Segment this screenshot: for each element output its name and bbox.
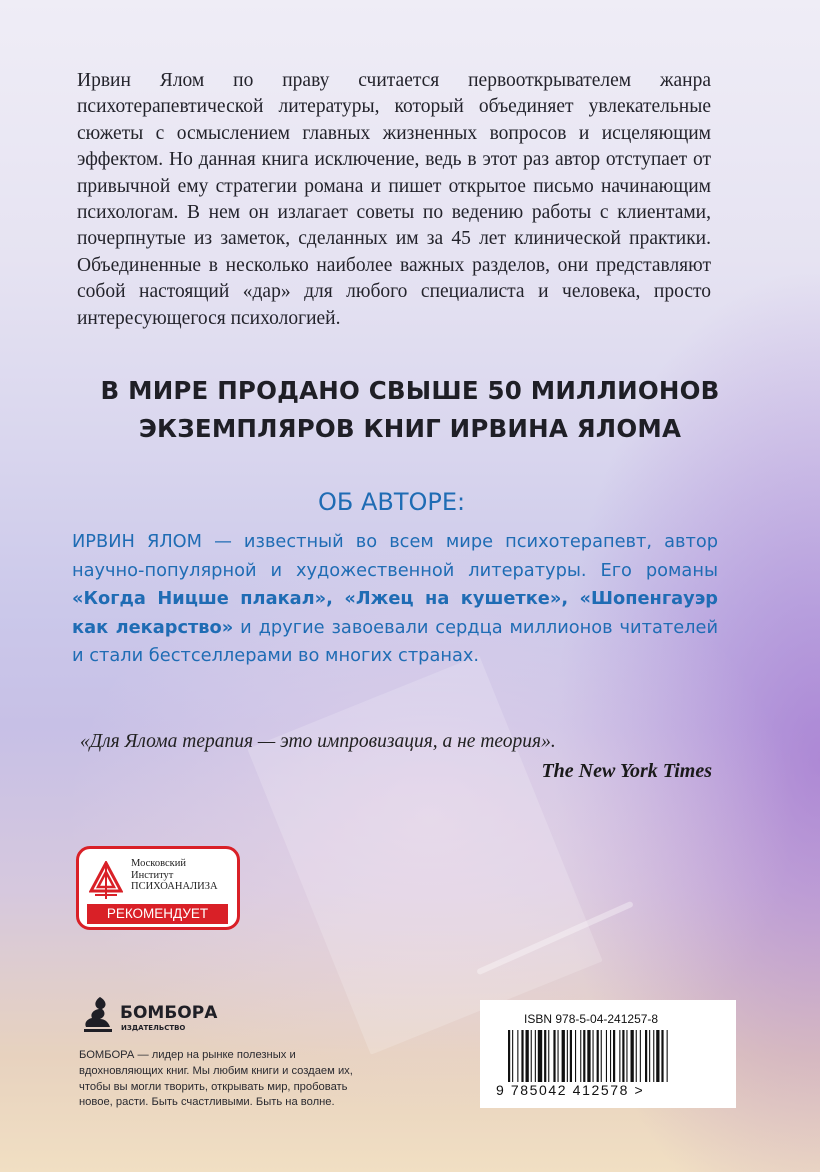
isbn-barcode-panel: [480, 1000, 736, 1108]
sales-headline-line-1: В МИРЕ ПРОДАНО СВЫШЕ 50 МИЛЛИОНОВ: [100, 376, 720, 405]
sales-headline-line-2: ЭКЗЕМПЛЯРОВ КНИГ ИРВИНА ЯЛОМА: [138, 414, 682, 443]
book-title-nietzsche: «Когда Ницше плакал»: [72, 588, 327, 610]
sales-headline: [0, 372, 820, 448]
about-sep-2: ,: [561, 588, 580, 610]
book-title-schopenhauer: «Шопенгауэр как лекарство»: [72, 588, 718, 638]
institute-name: [131, 858, 218, 893]
institute-name-line-3: ПСИХОАНАЛИЗА: [131, 881, 218, 892]
about-author-text: [72, 528, 718, 671]
about-author-title: ОБ АВТОРЕ:: [318, 488, 466, 516]
bombora-wave-icon: [80, 995, 116, 1035]
background-paper-sheet: [247, 655, 602, 1055]
publisher-name: БОМБОРА: [120, 1003, 218, 1023]
recommend-label: РЕКОМЕНДУЕТ: [87, 904, 228, 924]
review-source: The New York Times: [541, 760, 712, 782]
institute-name-line-2: Институт: [131, 869, 174, 881]
about-text-start: ИРВИН ЯЛОМ — известный во всем мире психотерапевт, автор научно-популярной и художественной литературы. Его романы: [72, 531, 718, 581]
book-title-lying-couch: «Лжец на кушетке»: [344, 588, 562, 610]
publisher-tagline: БОМБОРА — лидер на рынке полезных и вдохновляющих книг. Мы любим книги и создаем их, чтобы вы могли творить, открывать мир, пробовать новое, расти. Быть счастливыми. Быть на волне.: [79, 1049, 353, 1109]
review-quote: «Для Ялома терапия — это импровизация, а не теория».: [80, 731, 556, 752]
about-sep-1: ,: [326, 588, 345, 610]
barcode-digits: 9 785042 412578 >: [494, 1082, 722, 1098]
institute-recommendation-badge: [76, 846, 240, 930]
annotation-paragraph: Ирвин Ялом по праву считается первооткрывателем жанра психотерапевтической литературы, который объединяет увлекательные сюжеты с осмыслением главных жизненных вопросов и исцеляющим эффектом. Но данная книга исключение, ведь в этот раз автор отступает от привычной ему стратегии романа и пишет открытое письмо начинающим психологам. В нем он излагает советы по ведению работы с клиентами, почерпнутые из заметок, сделанных им за 45 лет клинической практики. Объединенные в несколько наиболее важных разделов, они представляют собой настоящий «дар» для любого специалиста и человека, просто интересующегося психологией.: [77, 70, 711, 329]
publisher-logo: [80, 995, 218, 1035]
isbn-label: ISBN 978-5-04-241257-8: [524, 1012, 659, 1026]
publisher-subtitle: ИЗДАТЕЛЬСТВО: [121, 1024, 186, 1032]
institute-name-line-1: Московский: [131, 858, 186, 869]
about-text-end: и другие завоевали сердца миллионов читателей и стали бестселлерами во многих странах.: [72, 616, 718, 667]
institute-logo-icon: [89, 861, 123, 901]
